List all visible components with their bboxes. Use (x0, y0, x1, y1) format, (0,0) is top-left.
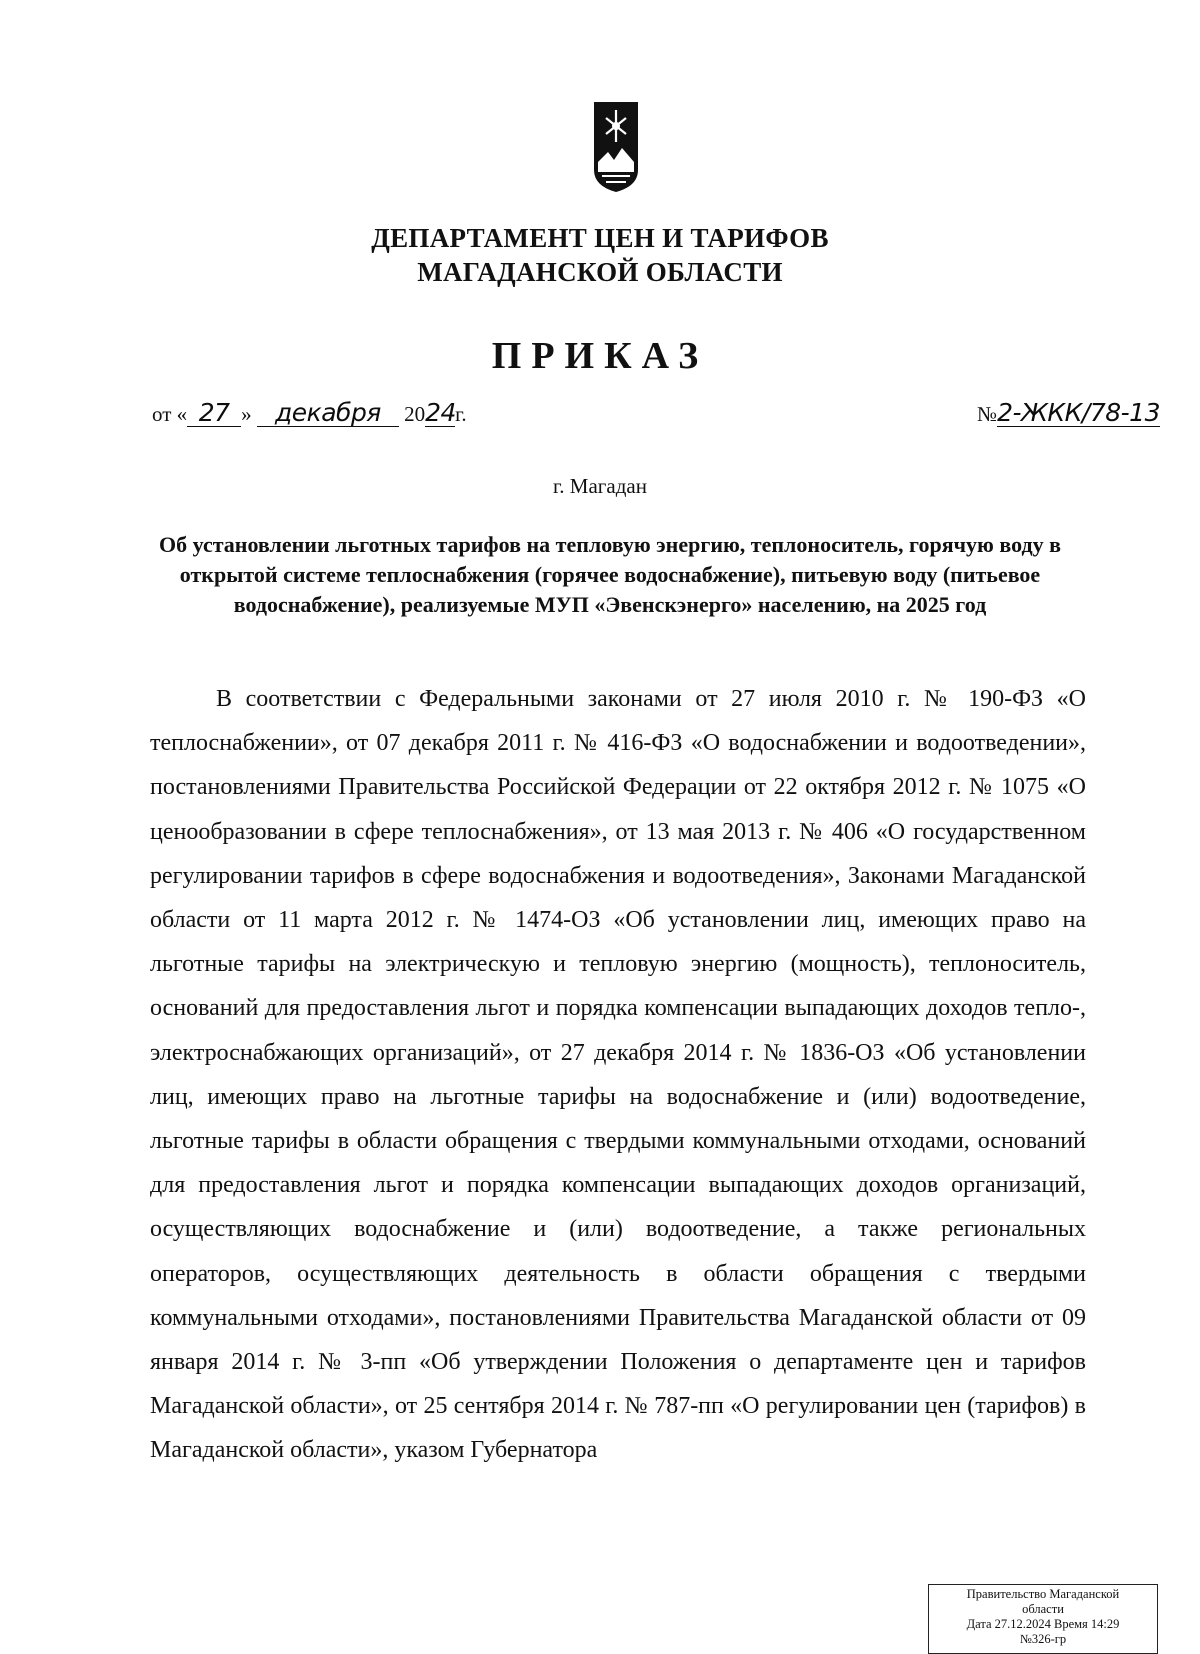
stamp-line2: области (1022, 1602, 1064, 1616)
date-prefix: от « (152, 402, 188, 426)
registration-stamp (928, 1584, 1158, 1654)
order-number (977, 400, 1160, 427)
date-year-unit: г. (455, 402, 467, 426)
stamp-line3: Дата 27.12.2024 Время 14:29 (966, 1617, 1120, 1631)
date-close-quote: » (241, 402, 252, 426)
order-date (152, 400, 467, 427)
number-sign: № (977, 402, 998, 426)
department-title-line2: МАГАДАНСКОЙ ОБЛАСТИ (417, 257, 783, 287)
stamp-line1: Правительство Магаданской (966, 1587, 1120, 1601)
coat-of-arms-icon (592, 100, 640, 194)
number-value: 2-ЖКК/78-13 (997, 398, 1160, 427)
department-title (0, 221, 1200, 289)
date-year-suffix: 24 (425, 398, 456, 427)
stamp-line4: №326-гр (1019, 1632, 1067, 1646)
date-month: декабря (257, 400, 399, 427)
body-paragraph: В соответствии с Федеральными законами от 27 июля 2010 г. № 190-ФЗ «О теплоснабжении», от 07 декабря 2011 г. № 416-ФЗ «О водоснабжении и водоотведении», постановлениями Правительства Российской Федерации от 22 октября 2012 г. № 1075 «О ценообразовании в сфере теплоснабжения», от 13 мая 2013 г. № 406 «О государственном регулировании тарифов в сфере водоснабжения и водоотведения», Законами Магаданской области от 11 марта 2012 г. № 1474-ОЗ «Об установлении лиц, имеющих право на льготные тарифы на электрическую и тепловую энергию (мощность), теплоноситель, оснований для предоставления льгот и порядка компенсации выпадающих доходов тепло-, электроснабжающих организаций», от 27 декабря 2014 г. № 1836-ОЗ «Об установлении лиц, имеющих право на льготные тарифы на водоснабжение и (или) водоотведение, льготные тарифы в области обращения с твердыми коммунальными отходами, оснований для предоставления льгот и порядка компенсации выпадающих доходов организаций, осуществляющих водоснабжение и (или) водоотведение, а также региональных операторов, осуществляющих деятельность в области обращения с твердыми коммунальными отходами», постановлениями Правительства Магаданской области от 09 января 2014 г. № 3-пп «Об утверждении Положения о департаменте цен и тарифов Магаданской области», от 25 сентября 2014 г. № 787-пп «О регулировании цен (тарифов) в Магаданской области», указом Губернатора (150, 686, 1086, 1464)
order-subject: Об установлении льготных тарифов на тепловую энергию, теплоноситель, горячую воду в открытой системе теплоснабжения (горячее водоснабжение), питьевую воду (питьевое водоснабжение), реализуемые МУП «Эвенскэнерго» населению, на 2025 год (159, 532, 1061, 617)
department-title-line1: ДЕПАРТАМЕНТ ЦЕН И ТАРИФОВ (371, 223, 829, 253)
date-year-prefix: 20 (404, 402, 426, 426)
order-title: ПРИКАЗ (491, 335, 709, 377)
date-day: 27 (187, 400, 241, 427)
city: г. Магадан (553, 474, 647, 498)
